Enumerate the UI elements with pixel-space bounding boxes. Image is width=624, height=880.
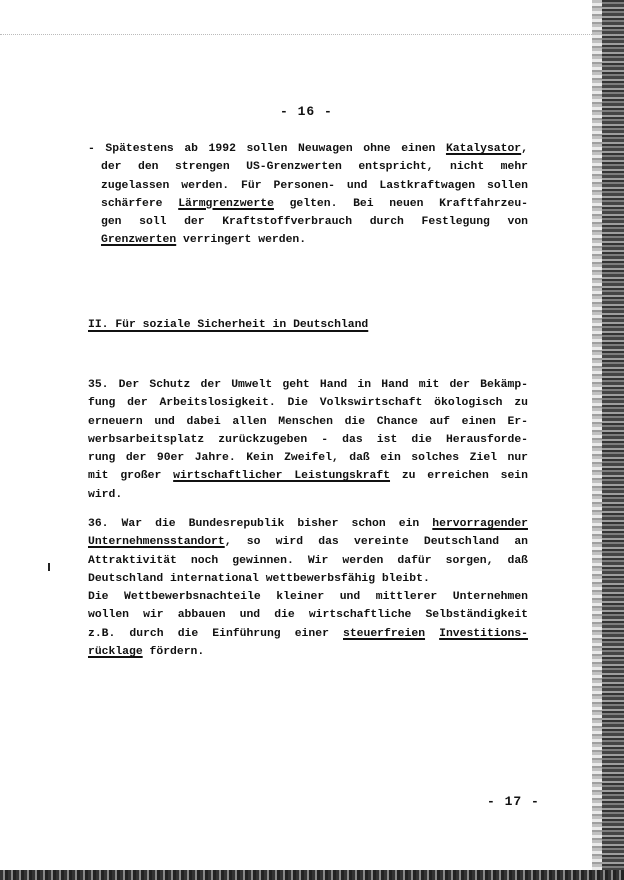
text-line: Grenzwerten verringert werden.	[101, 234, 307, 247]
underlined-term: Investitions-	[439, 627, 528, 640]
underlined-term: wirtschaftlicher Leistungskraft	[173, 470, 391, 483]
underlined-term: hervorragender	[432, 518, 528, 530]
text-line: mit großer wirtschaftlicher Leistungskraft zu erreichen sein	[88, 470, 528, 483]
underlined-term: rücklage	[88, 646, 143, 659]
text-line: wollen wir abbauen und die wirtschaftliche Selbständigkeit	[88, 609, 528, 622]
underlined-term: steuerfreien	[343, 627, 426, 640]
underlined-term: Unternehmensstandort	[88, 536, 225, 549]
next-page-number: - 17 -	[487, 794, 540, 809]
text-line: erneuern und dabei allen Menschen die Chance auf einen Er-	[88, 415, 528, 428]
paragraph-35	[88, 376, 528, 504]
text-line: 36. War die Bundesrepublik bisher schon ein hervorragender	[88, 518, 528, 530]
scan-top-edge	[0, 0, 624, 35]
underlined-term: Lärmgrenzwerte	[178, 197, 274, 210]
text-line: 35. Der Schutz der Umwelt geht Hand in Hand mit der Bekämp-	[88, 379, 528, 391]
text-line: rücklage fördern.	[88, 646, 205, 659]
bullet-paragraph	[88, 140, 528, 250]
section-heading: II. Für soziale Sicherheit in Deutschland	[88, 319, 369, 331]
page-number: - 16 -	[280, 104, 333, 119]
scan-right-edge	[592, 0, 624, 880]
text-line: fung der Arbeitslosigkeit. Die Volkswirtschaft ökologisch zu	[88, 397, 528, 410]
text-line: Die Wettbewerbsnachteile kleiner und mittlerer Unternehmen	[88, 591, 528, 604]
underlined-term: Grenzwerten	[101, 234, 177, 247]
text-line: Deutschland international wettbewerbsfähig bleibt.	[88, 572, 430, 585]
margin-mark	[48, 563, 50, 571]
text-line: zugelassen werden. Für Personen- und Lastkraftwagen sollen	[101, 179, 528, 192]
text-line: Unternehmensstandort, so wird das vereinte Deutschland an	[88, 536, 528, 549]
text-line: schärfere Lärmgrenzwerte gelten. Bei neuen Kraftfahrzeu-	[101, 197, 528, 210]
text-line: rung der 90er Jahre. Kein Zweifel, daß ein solches Ziel nur	[88, 452, 528, 465]
text-line: der den strengen US-Grenzwerten entspricht, nicht mehr	[101, 161, 528, 174]
text-line: z.B. durch die Einführung einer steuerfreien Investitions-	[88, 627, 528, 640]
text-line: wird.	[88, 488, 123, 501]
text-line: Attraktivität noch gewinnen. Wir werden dafür sorgen, daß	[88, 554, 528, 567]
text-line: gen soll der Kraftstoffverbrauch durch Festlegung von	[101, 216, 528, 229]
underlined-term: Katalysator	[445, 143, 522, 155]
paragraph-36	[88, 515, 528, 661]
text-line: - Spätestens ab 1992 sollen Neuwagen ohne einen Katalysator,	[88, 143, 528, 155]
scan-bottom-edge	[0, 870, 624, 880]
text-line: werbsarbeitsplatz zurückzugeben - das ist die Herausforde-	[88, 433, 528, 446]
